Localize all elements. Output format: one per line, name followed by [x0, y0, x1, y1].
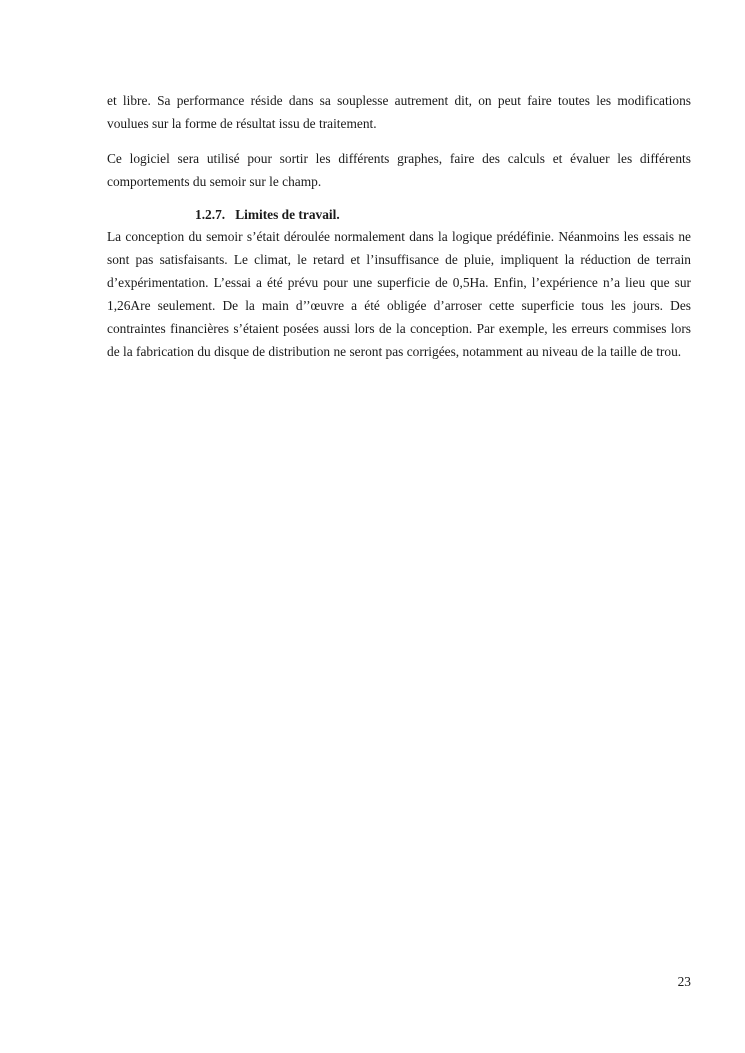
section-number: 1.2.7. [195, 207, 226, 222]
section-title: Limites de travail. [235, 207, 340, 222]
paragraph-work-limits: La conception du semoir s’était déroulée normalement dans la logique prédéfinie. Néanmoins les essais ne sont pas satisfaisants. Le climat, le retard et l’insuffisance de pluie, impliquent la réduction de terrain d’expérimentation. L’essai a été prévu pour une superficie de 0,5Ha. Enfin, l’expérience n’a lieu que sur 1,26Are seulement. De la main d’’œuvre a été obligée d’arroser cette superficie tous les jours. Des contraintes financières s’étaient posées aussi lors de la conception. Par exemple, les erreurs commises lors de la fabrication du disque de distribution ne seront pas corrigées, notamment au niveau de la taille de trou. [107, 229, 691, 359]
section-heading [107, 205, 691, 225]
document-page [107, 89, 691, 363]
paragraph-software-flexibility: et libre. Sa performance réside dans sa souplesse autrement dit, on peut faire toutes les modifications voulues sur la forme de résultat issu de traitement. [107, 93, 691, 131]
paragraph-software-usage: Ce logiciel sera utilisé pour sortir les différents graphes, faire des calculs et évaluer les différents comportements du semoir sur le champ. [107, 151, 691, 189]
page-number: 23 [677, 974, 691, 989]
